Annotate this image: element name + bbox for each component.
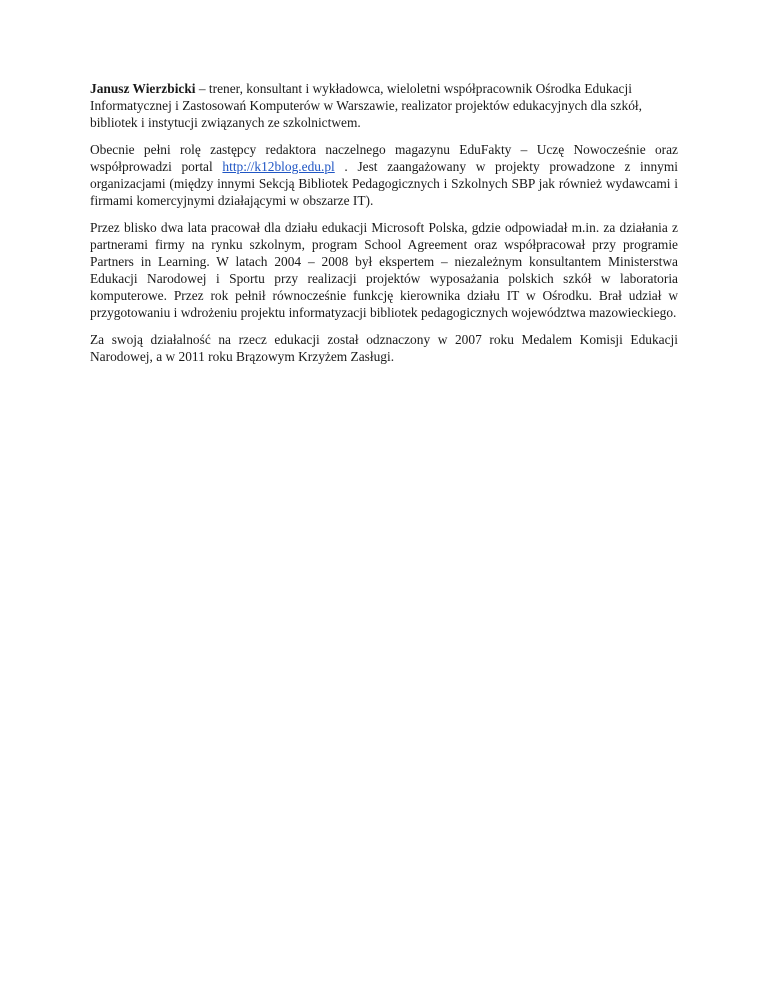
current-role-text-continued: . Jest zaangażowany w projekty prowadzone z innymi organizacjami (między innymi Sekcją Bibliotek Pedagogicznych i Szkolnych SBP jak również wydawcami i firmami komercyjnymi działającymi w obszarze IT). <box>90 159 679 208</box>
current-role-text: Obecnie pełni rolę zastępcy redaktora naczelnego magazynu EduFakty – Uczę Nowocześnie oraz współprowadzi portal <box>90 142 678 174</box>
document-page <box>90 80 678 375</box>
portal-link[interactable]: http://k12blog.edu.pl <box>222 159 335 174</box>
bio-paragraph-awards: Za swoją działalność na rzecz edukacji został odznaczony w 2007 roku Medalem Komisji Edukacji Narodowej, a w 2011 roku Brązowym Krzyżem Zasługi. <box>90 332 678 364</box>
bio-paragraph-intro <box>90 80 678 131</box>
person-name: Janusz Wierzbicki <box>90 81 196 96</box>
bio-paragraph-experience: Przez blisko dwa lata pracował dla działu edukacji Microsoft Polska, gdzie odpowiadał m.in. za działania z partnerami firmy na rynku szkolnym, program School Agreement oraz współpracował przy programie Partners in Learning. W latach 2004 – 2008 był ekspertem – niezależnym konsultantem Ministerstwa Edukacji Narodowej i Sportu przy realizacji projektów wyposażania polskich szkół w laboratoria komputerowe. Przez rok pełnił równocześnie funkcję kierownika działu IT w Ośrodku. Brał udział w przygotowaniu i wdrożeniu projektu informatyzacji bibliotek pedagogicznych województwa mazowieckiego. <box>90 220 678 320</box>
bio-paragraph-current-role <box>90 141 678 209</box>
intro-text: – trener, konsultant i wykładowca, wieloletni współpracownik Ośrodka Edukacji Informatycznej i Zastosowań Komputerów w Warszawie, realizator projektów edukacyjnych dla szkół, bibliotek i instytucji związanych ze szkolnictwem. <box>90 81 642 130</box>
